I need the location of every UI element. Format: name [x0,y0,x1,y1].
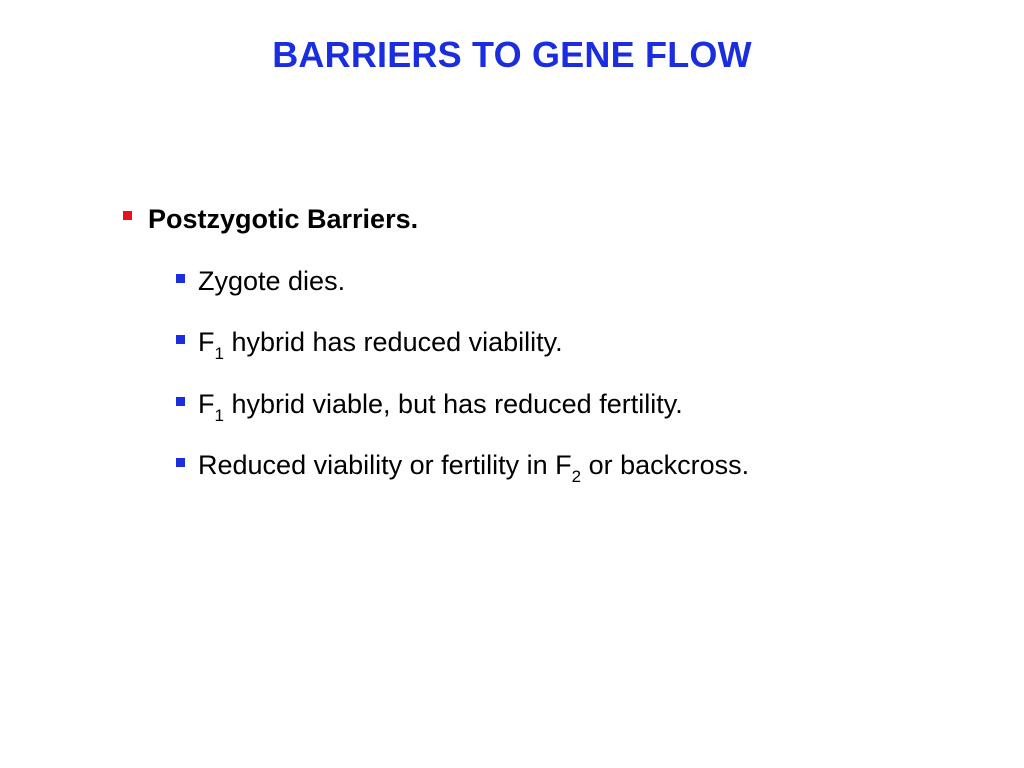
sub-bullet-text [198,327,563,363]
text-part: F [198,389,215,419]
blue-square-bullet-icon [176,458,185,467]
text-part: F [198,327,215,357]
sub-bullet-3 [176,389,683,425]
subscript: 1 [214,406,224,425]
main-bullet [123,204,418,235]
sub-bullet-text: Zygote dies. [198,266,346,296]
red-square-bullet-icon [123,211,132,220]
subscript: 1 [214,344,224,363]
text-part: or backcross. [581,450,750,480]
text-part: hybrid viable, but has reduced fertility. [223,389,683,419]
main-bullet-text: Postzygotic Barriers. [148,204,419,234]
blue-square-bullet-icon [176,274,185,283]
text-part: Reduced viability or fertility in F [198,450,572,480]
sub-bullet-1 [176,266,345,297]
slide-title: BARRIERS TO GENE FLOW [272,34,752,75]
blue-square-bullet-icon [176,397,185,406]
sub-bullet-2 [176,327,563,363]
sub-bullet-text [198,389,683,425]
sub-bullet-text [198,450,750,486]
text-part: hybrid has reduced viability. [223,327,563,357]
subscript: 2 [571,467,582,486]
blue-square-bullet-icon [176,335,185,344]
sub-bullet-4 [176,450,750,486]
